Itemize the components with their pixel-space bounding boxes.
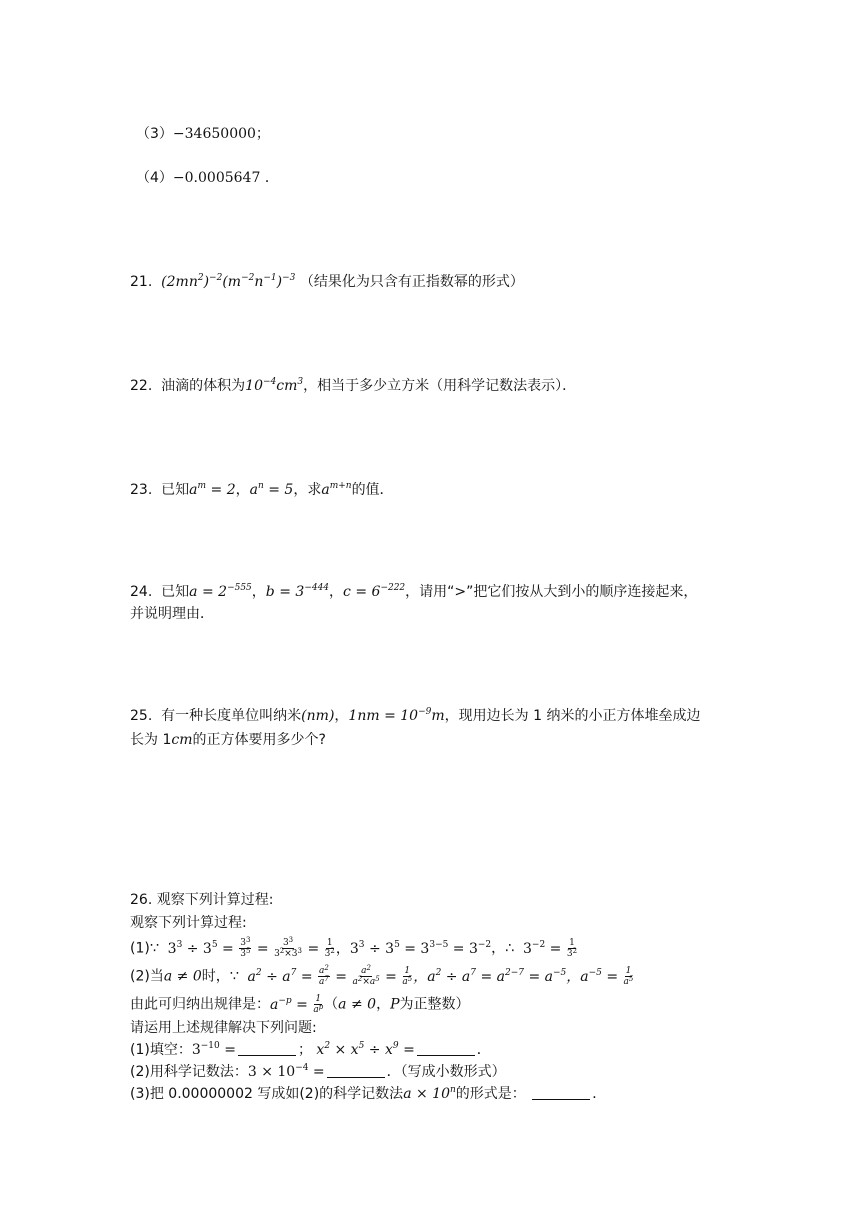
sub-item-label: （3）: [136, 126, 173, 142]
question-26-line-2: [130, 966, 634, 987]
math-expression: (nm): [301, 708, 335, 724]
question-text: 已知: [161, 482, 190, 498]
math-expression: $3^{-10}$ =: [191, 1041, 236, 1058]
step-text: ，: [376, 996, 391, 1013]
math-expression: $3 \times 10^{-4}$ =: [247, 1063, 325, 1080]
sub-item-3: [136, 124, 270, 144]
math-expression: $x^2 \times x^5 \div x^9$ =: [316, 1041, 415, 1058]
question-21: [130, 272, 524, 292]
question-text: ，请用“>”把它们按从大到小的顺序连接起来，: [405, 584, 698, 600]
question-26-sub-1: [130, 1040, 491, 1060]
answer-blank[interactable]: [238, 1043, 296, 1056]
math-expression: $a^m = 2$: [189, 481, 236, 498]
math-expression: $a \times 10^n$: [403, 1085, 456, 1102]
question-text: ，: [334, 708, 349, 724]
question-text: 的正方体要用多少个?: [192, 732, 326, 748]
question-26-line-1: [130, 938, 578, 959]
step-text: 由此可归纳出规律是：: [130, 996, 270, 1013]
math-expression: $(2mn^2)^{-2}(m^{-2}n^{-1})^{-3}$: [161, 273, 296, 290]
step-label: (1)∵: [130, 940, 159, 957]
step-text: ．: [476, 1042, 491, 1058]
answer-blank[interactable]: [327, 1065, 385, 1078]
question-text: ，求: [293, 482, 322, 498]
question-text: ，: [235, 482, 250, 498]
step-text: （: [324, 996, 339, 1013]
math-expression: $3^3 \div 3^5$ = $\frac{3^3}{3^5}$ = $\frac{3^3}{3^2\times 3^3}$ = $\frac{1}{3^2}$ ，$3^3 \div 3^5 = 3^{3-5} = 3^{-2}$: [163, 936, 492, 959]
math-expression: $a^n = 5$: [249, 481, 294, 498]
answer-blank[interactable]: [417, 1043, 475, 1056]
question-24: [130, 582, 697, 602]
question-number: 22.: [130, 378, 153, 394]
question-text: 长为 1: [130, 732, 172, 748]
question-number: 24.: [130, 584, 153, 600]
math-expression: $a^{m+n}$: [321, 481, 352, 498]
question-text: 有一种长度单位叫纳米: [161, 708, 302, 724]
math-expression: $b = 3^{-444}$: [265, 583, 330, 600]
step-text: 时，∵: [201, 968, 239, 985]
math-expression: $10^{-4}cm^3$: [245, 377, 304, 394]
math-expression: $c = 6^{-222}$: [343, 583, 406, 600]
step-text: ．（写成小数形式）: [386, 1064, 506, 1080]
question-26-sub-3: [130, 1084, 606, 1104]
question-text: 油滴的体积为: [161, 378, 246, 394]
math-expression: a ≠ 0: [163, 968, 202, 985]
question-number: 21.: [130, 274, 153, 290]
question-number: 25.: [130, 708, 153, 724]
question-23: [130, 480, 394, 500]
step-text: ；: [297, 1042, 312, 1058]
step-text: (3)把 0.00000002 写成如(2)的科学记数法: [130, 1086, 404, 1102]
question-26-rule: [130, 994, 469, 1015]
question-text: 已知: [161, 584, 190, 600]
math-expression: $a^{-p}$ = $\frac{1}{a^p}$: [270, 994, 324, 1015]
step-text: 的形式是：: [455, 1086, 526, 1102]
question-26-sub-2: [130, 1062, 506, 1082]
math-expression: $1nm = 10^{-9}m$: [348, 707, 445, 724]
step-text: (1)填空：: [130, 1042, 192, 1058]
question-text: ，相当于多少立方米（用科学记数法表示）．: [303, 378, 577, 394]
question-26-ask: 请运用上述规律解决下列问题:: [130, 1020, 317, 1036]
step-text: 为正整数）: [399, 996, 470, 1013]
question-26-title: 26. 观察下列计算过程:: [130, 892, 274, 908]
question-text: ，: [329, 584, 344, 600]
question-24-line2: 并说明理由．: [130, 606, 214, 622]
answer-blank[interactable]: [532, 1087, 590, 1100]
math-expression: $a = 2^{-555}$: [189, 583, 252, 600]
sub-item-label: （4）: [136, 170, 173, 186]
question-26-intro: 观察下列计算过程:: [130, 915, 247, 931]
question-text: ，: [251, 584, 266, 600]
punctuation: ；: [255, 126, 270, 142]
question-text: ，现用边长为 1 纳米的小正方体堆垒成边: [444, 708, 701, 724]
question-25-line2: [130, 730, 326, 750]
step-text: ．: [592, 1086, 607, 1102]
question-text: 的值．: [351, 482, 394, 498]
number-value: −0.0005647: [172, 170, 261, 186]
math-expression: P: [390, 996, 400, 1013]
math-expression: cm: [171, 732, 193, 748]
punctuation: ．: [264, 170, 279, 186]
question-25: [130, 706, 700, 726]
step-text: (2)用科学记数法：: [130, 1064, 248, 1080]
number-value: −34650000: [172, 126, 256, 142]
step-label: (2)当: [130, 968, 164, 985]
math-expression: $3^{-2}$ = $\frac{1}{3^2}$: [518, 938, 578, 959]
step-text: ，∴: [491, 940, 515, 957]
question-note: （结果化为只含有正指数幂的形式）: [299, 274, 524, 290]
math-expression: $a^2 \div a^7$ = $\frac{a^2}{a^7}$ = $\frac{a^2}{a^2\times a^5}$ = $\frac{1}{a^5}$ ，$a^2 \div a^7 = a^{2-7} = a^{-5}$，$a^{-5}$ = $\frac{1}{a^5}$: [243, 964, 634, 987]
sub-item-4: [136, 168, 279, 188]
question-number: 23.: [130, 482, 153, 498]
question-22: [130, 376, 576, 396]
math-expression: a ≠ 0: [338, 996, 377, 1013]
